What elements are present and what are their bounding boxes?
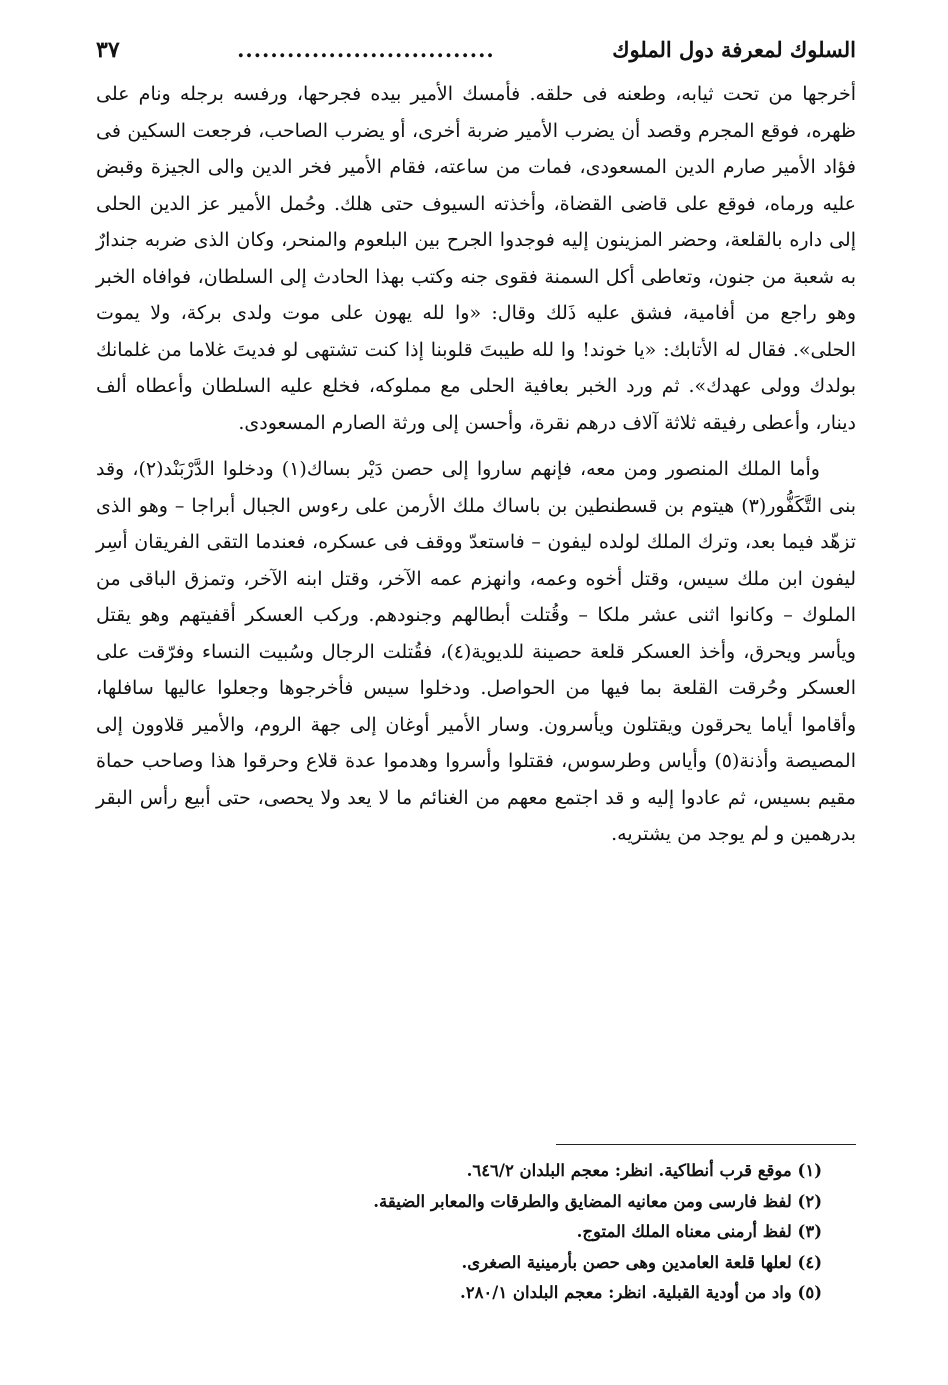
footnote-1: (١) موقع قرب أنطاكية. انظر: معجم البلدان ٦٤٦/٢. bbox=[466, 1161, 822, 1180]
running-head bbox=[96, 30, 856, 70]
footnote-5: (٥) واد من أودية القبلية. انظر: معجم البلدان ٢٨٠/١. bbox=[459, 1283, 822, 1302]
paragraph-1: أخرجها من تحت ثيابه، وطعنه فى حلقه. فأمسك الأمير بيده فجرحها، ورفسه برجله ونام على ظهره، فوقع المجرم وقصد أن يضرب الأمير ضربة أخرى، أو يضرب الصاحب، فرجعت السكين فى فؤاد الأمير صارم الدين المسعودى، فمات من ساعته، فقام الأمير فخر الدين والى الجيزة وقبض عليه ورماه، فوقع على قاضى القضاة، وأخذته السيوف حتى هلك. وحُمل الأمير عز الدين الحلى إلى داره بالقلعة، وحضر المزينون إليه فوجدوا الجرح بين البلعوم والمنحر، وكان الذى ضربه جندارٌ به شعبة من جنون، وتعاطى أكل السمنة فقوى جنه وكتب بهذا الحادث إلى السلطان، فوافاه الخبر وهو راجع من أفامية، فشق عليه ذَلك وقال: «وا لله يهون على موت ولدى بركة، ولا يموت الحلى». فقال له الأتابك: «يا خوند! وا لله طيبتَ قلوبنا إذا كنت تشتهى لو فديتَ غلاما من غلمانك بولدك وولى عهدك». ثم ورد الخبر بعافية الحلى مع مملوكه، فخلع عليه السلطان وأعطاه ألف دينار، وأعطى رفيقه ثلاثة آلاف درهم نقرة، وأحسن إلى ورثة الصارم المسعودى. bbox=[96, 83, 856, 434]
book-title: السلوك لمعرفة دول الملوك bbox=[612, 37, 856, 62]
page-number: ٣٧ bbox=[96, 37, 120, 63]
footnote-4: (٤) لعلها قلعة العامدين وهى حصن بأرمينية الصغرى. bbox=[461, 1252, 822, 1272]
paragraph-2: وأما الملك المنصور ومن معه، فإنهم ساروا إلى حصن دَيْر بساك(١) ودخلوا الدَّرْبَنْد(٢)، وقد بنى التَّكَفُّور(٣) هيتوم بن قسطنطين بن باساك ملك الأرمن على رءوس الجبال أبراجا – وهو الذى تزهّد فيما بعد، وترك الملك لولده ليفون – فاستعدّ ووقف فى عسكره، فعندما التقى الفريقان أسِر ليفون ابن ملك سيس، وقتل أخوه وعمه، وانهزم عمه الآخر، وقتل ابنه الآخر، وتمزق الباقى من الملوك – وكانوا اثنى عشر ملكا – وقُتلت أبطالهم وجنودهم. وركب العسكر أقفيتهم وهو يقتل ويأسر ويحرق، وأخذ العسكر قلعة حصينة للديوية(٤)، فقُتلت الرجال وسُبيت النساء وفرّقت على العسكر وحُرقت القلعة بما فيها من الحواصل. ودخلوا سيس فأخرجوها وجعلوا عاليها سافلها، وأقاموا أياما يحرقون ويقتلون ويأسرون. وسار الأمير أوغان إلى جهة الروم، والأمير قلاوون إلى المصيصة وأذنة(٥) وأياس وطرسوس، فقتلوا وأسروا وهدموا عدة قلاع وحرقوا هذا وصاحب حماة مقيم بسيس، ثم عادوا إليه و قد اجتمع معهم من الغنائم ما لا يعد ولا يحصى، حتى أبيع رأس البقر بدرهمين و لم يوجد من يشتريه. bbox=[96, 458, 856, 845]
footnote-separator bbox=[556, 1144, 856, 1145]
book-page bbox=[96, 30, 856, 1302]
dot-leader: ............................... bbox=[237, 37, 495, 62]
main-text bbox=[96, 76, 856, 853]
footnotes bbox=[102, 1156, 822, 1309]
footnote-2: (٢) لفظ فارسى ومن معانيه المضايق والطرقات والمعابر الضيقة. bbox=[373, 1191, 822, 1211]
footnote-3: (٣) لفظ أرمنى معناه الملك المتوج. bbox=[576, 1222, 822, 1241]
